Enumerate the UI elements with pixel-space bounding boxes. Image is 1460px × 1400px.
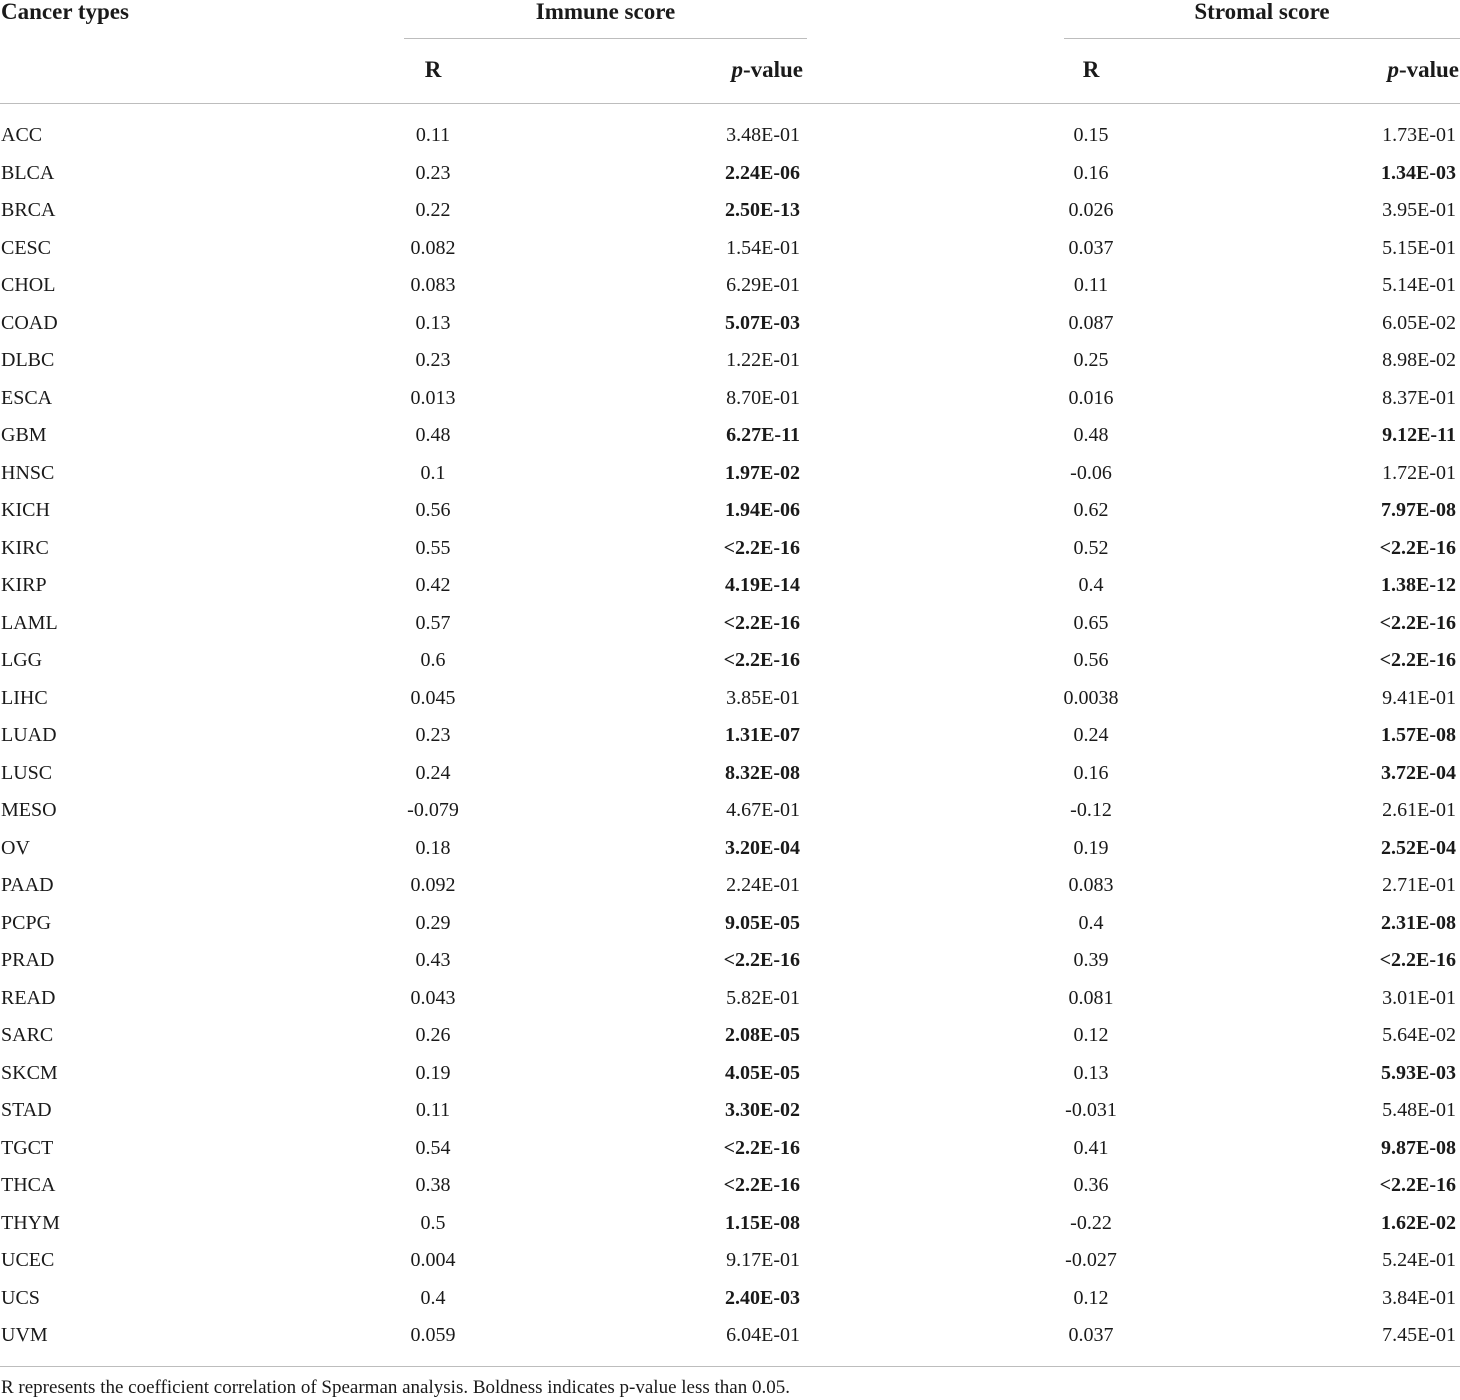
immune-r-cell: -0.079 [407,799,459,821]
table-row [0,230,1460,268]
stromal-p-value-cell: 1.38E-12 [1381,574,1456,596]
subheader-p-suffix: -value [742,57,803,82]
immune-r-cell: 0.083 [410,274,456,296]
cancer-type-cell: LIHC [1,686,48,709]
immune-r-cell: 0.19 [415,1061,451,1084]
table-row [0,492,1460,530]
immune-p-value-cell: 1.31E-07 [725,724,800,746]
cancer-type-cell: THYM [1,1211,60,1234]
immune-p-value-cell: 6.29E-01 [726,274,800,296]
stromal-r-cell: 0.13 [1073,1061,1109,1084]
table-row [0,1017,1460,1055]
stromal-r-cell: 0.026 [1068,199,1114,221]
immune-p-value-cell: 6.04E-01 [726,1324,800,1346]
stromal-p-value-cell: 6.05E-02 [1382,311,1456,334]
table-row [0,680,1460,718]
immune-p-value-cell: 5.07E-03 [725,311,800,334]
stromal-p-value-cell: 1.73E-01 [1382,124,1456,146]
stromal-p-value-cell: <2.2E-16 [1379,1174,1456,1196]
stromal-group-underline [1064,38,1460,39]
stromal-r-cell: 0.087 [1068,311,1114,334]
stromal-r-cell: 0.24 [1073,724,1109,746]
stromal-p-value-cell: 7.45E-01 [1382,1324,1456,1346]
cancer-type-cell: UCEC [1,1249,55,1271]
subheader-stromal-r: R [1082,57,1100,82]
cancer-type-cell: ACC [1,124,43,146]
table-row [0,155,1460,193]
subheader-p-suffix: -value [1398,57,1459,82]
table-row [0,567,1460,605]
stromal-r-cell: -0.031 [1065,1099,1117,1121]
stromal-p-value-cell: <2.2E-16 [1379,949,1456,971]
cancer-type-cell: PCPG [1,911,52,934]
immune-p-value-cell: 2.24E-06 [725,161,800,184]
stromal-r-cell: 0.16 [1073,161,1109,184]
immune-r-cell: 0.004 [410,1249,456,1271]
cancer-type-cell: BLCA [1,161,55,184]
immune-r-cell: 0.42 [415,574,451,596]
table-row [0,305,1460,343]
table-row [0,417,1460,455]
immune-p-value-cell: 3.20E-04 [725,836,800,859]
table-row [0,905,1460,943]
table-row [0,792,1460,830]
stromal-r-cell: -0.12 [1070,799,1112,821]
table-row [0,117,1460,155]
immune-r-cell: 0.6 [420,649,446,671]
stromal-p-value-cell: 9.41E-01 [1382,686,1456,709]
cancer-type-cell: HNSC [1,461,55,484]
column-header-cancer-types: Cancer types [1,0,129,24]
group-header-stromal-score: Stromal score [1194,0,1330,24]
table-row [0,1317,1460,1355]
table-row [0,1280,1460,1318]
immune-r-cell: 0.1 [420,461,446,484]
stromal-p-value-cell: 5.14E-01 [1382,274,1456,296]
stromal-p-value-cell: 2.52E-04 [1381,836,1456,859]
table-row [0,755,1460,793]
table-row [0,1092,1460,1130]
cancer-type-cell: UVM [1,1324,48,1346]
cancer-type-cell: PRAD [1,949,55,971]
stromal-r-cell: 0.19 [1073,836,1109,859]
table-row [0,1055,1460,1093]
immune-p-value-cell: 3.48E-01 [726,124,800,146]
immune-r-cell: 0.11 [415,1099,451,1121]
immune-p-value-cell: 1.97E-02 [725,461,800,484]
stromal-r-cell: 0.36 [1073,1174,1109,1196]
cancer-type-cell: PAAD [1,874,54,896]
stromal-r-cell: -0.22 [1070,1211,1112,1234]
immune-r-cell: 0.11 [415,124,451,146]
stromal-p-value-cell: 1.57E-08 [1381,724,1456,746]
immune-r-cell: 0.13 [415,311,451,334]
stromal-p-value-cell: 8.98E-02 [1382,349,1456,371]
table-row [0,980,1460,1018]
table-bottom-rule [0,1366,1460,1367]
stromal-r-cell: 0.12 [1073,1286,1109,1309]
cancer-type-cell: OV [1,836,30,859]
stromal-p-value-cell: 8.37E-01 [1382,386,1456,409]
immune-p-value-cell: 2.08E-05 [725,1024,800,1046]
immune-p-value-cell: <2.2E-16 [723,1136,800,1159]
immune-p-value-cell: 2.50E-13 [725,199,800,221]
cancer-type-cell: LGG [1,649,43,671]
immune-r-cell: 0.5 [420,1211,446,1234]
table-row [0,267,1460,305]
cancer-type-cell: LAML [1,611,58,634]
stromal-r-cell: 0.56 [1073,649,1109,671]
stromal-p-value-cell: <2.2E-16 [1379,649,1456,671]
stromal-p-value-cell: 5.93E-03 [1381,1061,1456,1084]
immune-p-value-cell: 8.70E-01 [726,386,800,409]
immune-r-cell: 0.059 [410,1324,456,1346]
immune-p-value-cell: 1.94E-06 [725,499,800,521]
cancer-type-cell: GBM [1,424,47,446]
immune-p-value-cell: 1.54E-01 [726,236,800,259]
cancer-type-cell: ESCA [1,386,53,409]
subheader-p-italic: p [1387,57,1399,82]
stromal-p-value-cell: 3.84E-01 [1382,1286,1456,1309]
table-row [0,1205,1460,1243]
cancer-type-cell: COAD [1,311,58,334]
immune-r-cell: 0.013 [410,386,456,409]
immune-group-underline [404,38,807,39]
immune-p-value-cell: 5.82E-01 [726,986,800,1009]
stromal-r-cell: 0.41 [1073,1136,1109,1159]
immune-p-value-cell: <2.2E-16 [723,536,800,559]
stromal-p-value-cell: 3.01E-01 [1382,986,1456,1009]
subheader-immune-p-value [731,58,803,82]
table-row [0,192,1460,230]
immune-p-value-cell: 4.19E-14 [725,574,800,596]
table-footnote: R represents the coefficient correlation of Spearman analysis. Boldness indicates p-value less than 0.05. [1,1377,790,1398]
stromal-p-value-cell: 9.12E-11 [1382,424,1456,446]
subheader-p-italic: p [731,57,743,82]
table-row [0,717,1460,755]
cancer-type-cell: CESC [1,236,52,259]
table-row [0,867,1460,905]
stromal-r-cell: 0.15 [1073,124,1109,146]
immune-r-cell: 0.38 [415,1174,451,1196]
table-row [0,1242,1460,1280]
stromal-p-value-cell: 1.72E-01 [1382,461,1456,484]
cancer-type-cell: KIRP [1,574,47,596]
header-bottom-rule [0,103,1460,104]
table-row [0,1130,1460,1168]
immune-r-cell: 0.4 [420,1286,446,1309]
stromal-r-cell: 0.11 [1073,274,1109,296]
stromal-r-cell: 0.4 [1078,911,1104,934]
immune-p-value-cell: 2.40E-03 [725,1286,800,1309]
stromal-r-cell: 0.25 [1073,349,1109,371]
immune-r-cell: 0.26 [415,1024,451,1046]
immune-r-cell: 0.48 [415,424,451,446]
stromal-r-cell: 0.65 [1073,611,1109,634]
table-row [0,942,1460,980]
stromal-p-value-cell: 2.61E-01 [1382,799,1456,821]
table-row [0,830,1460,868]
cancer-type-cell: LUSC [1,761,53,784]
immune-r-cell: 0.045 [410,686,456,709]
stromal-r-cell: 0.62 [1073,499,1109,521]
cancer-type-cell: THCA [1,1174,56,1196]
stromal-r-cell: 0.083 [1068,874,1114,896]
table-row [0,642,1460,680]
stromal-p-value-cell: 3.95E-01 [1382,199,1456,221]
immune-r-cell: 0.24 [415,761,451,784]
cancer-type-cell: READ [1,986,56,1009]
immune-r-cell: 0.092 [410,874,456,896]
immune-r-cell: 0.23 [415,349,451,371]
stromal-r-cell: 0.0038 [1063,686,1119,709]
cancer-type-cell: KIRC [1,536,49,559]
cancer-type-cell: SARC [1,1024,54,1046]
cancer-type-cell: CHOL [1,274,56,296]
immune-p-value-cell: 6.27E-11 [726,424,800,446]
immune-p-value-cell: <2.2E-16 [723,949,800,971]
immune-p-value-cell: 9.17E-01 [726,1249,800,1271]
stromal-p-value-cell: 7.97E-08 [1381,499,1456,521]
stromal-p-value-cell: 3.72E-04 [1381,761,1456,784]
stromal-r-cell: 0.12 [1073,1024,1109,1046]
stromal-p-value-cell: 2.71E-01 [1382,874,1456,896]
stromal-p-value-cell: 5.24E-01 [1382,1249,1456,1271]
immune-p-value-cell: 2.24E-01 [726,874,800,896]
cancer-type-cell: KICH [1,499,50,521]
immune-r-cell: 0.43 [415,949,451,971]
immune-r-cell: 0.56 [415,499,451,521]
subheader-immune-r: R [424,57,442,82]
stromal-p-value-cell: 5.15E-01 [1382,236,1456,259]
immune-p-value-cell: 8.32E-08 [725,761,800,784]
cancer-type-cell: DLBC [1,349,55,371]
immune-r-cell: 0.043 [410,986,456,1009]
stromal-r-cell: 0.016 [1068,386,1114,409]
immune-p-value-cell: <2.2E-16 [723,1174,800,1196]
immune-r-cell: 0.082 [410,236,456,259]
immune-r-cell: 0.54 [415,1136,451,1159]
table-row [0,380,1460,418]
table-row [0,1167,1460,1205]
table-row [0,530,1460,568]
group-header-immune-score: Immune score [535,0,676,24]
cancer-type-cell: LUAD [1,724,57,746]
stromal-r-cell: 0.52 [1073,536,1109,559]
stromal-p-value-cell: 1.34E-03 [1381,161,1456,184]
stromal-p-value-cell: 5.48E-01 [1382,1099,1456,1121]
stromal-r-cell: 0.4 [1078,574,1104,596]
immune-p-value-cell: 9.05E-05 [725,911,800,934]
immune-r-cell: 0.23 [415,161,451,184]
immune-r-cell: 0.23 [415,724,451,746]
cancer-type-cell: SKCM [1,1061,58,1084]
stromal-r-cell: 0.39 [1073,949,1109,971]
immune-p-value-cell: 4.05E-05 [725,1061,800,1084]
immune-p-value-cell: 1.22E-01 [726,349,800,371]
immune-r-cell: 0.22 [415,199,451,221]
stromal-r-cell: 0.037 [1068,236,1114,259]
stromal-p-value-cell: 9.87E-08 [1381,1136,1456,1159]
immune-p-value-cell: <2.2E-16 [723,649,800,671]
immune-p-value-cell: <2.2E-16 [723,611,800,634]
immune-p-value-cell: 3.30E-02 [725,1099,800,1121]
stromal-r-cell: 0.16 [1073,761,1109,784]
cancer-type-cell: UCS [1,1286,40,1309]
immune-r-cell: 0.55 [415,536,451,559]
stromal-r-cell: -0.027 [1065,1249,1117,1271]
immune-r-cell: 0.18 [415,836,451,859]
table-row [0,455,1460,493]
table-row [0,605,1460,643]
immune-p-value-cell: 1.15E-08 [725,1211,800,1234]
stromal-p-value-cell: <2.2E-16 [1379,611,1456,634]
cancer-type-cell: STAD [1,1099,52,1121]
cancer-type-cell: MESO [1,799,57,821]
immune-r-cell: 0.29 [415,911,451,934]
data-table-body [0,117,1460,1355]
stromal-r-cell: 0.48 [1073,424,1109,446]
stromal-p-value-cell: 5.64E-02 [1382,1024,1456,1046]
stromal-r-cell: 0.037 [1068,1324,1114,1346]
stromal-p-value-cell: <2.2E-16 [1379,536,1456,559]
immune-p-value-cell: 3.85E-01 [726,686,800,709]
immune-r-cell: 0.57 [415,611,451,634]
subheader-stromal-p-value [1387,58,1459,82]
cancer-type-cell: BRCA [1,199,56,221]
table-row [0,342,1460,380]
stromal-r-cell: -0.06 [1070,461,1112,484]
stromal-p-value-cell: 1.62E-02 [1381,1211,1456,1234]
immune-p-value-cell: 4.67E-01 [726,799,800,821]
stromal-r-cell: 0.081 [1068,986,1114,1009]
stromal-p-value-cell: 2.31E-08 [1381,911,1456,934]
cancer-type-cell: TGCT [1,1136,54,1159]
